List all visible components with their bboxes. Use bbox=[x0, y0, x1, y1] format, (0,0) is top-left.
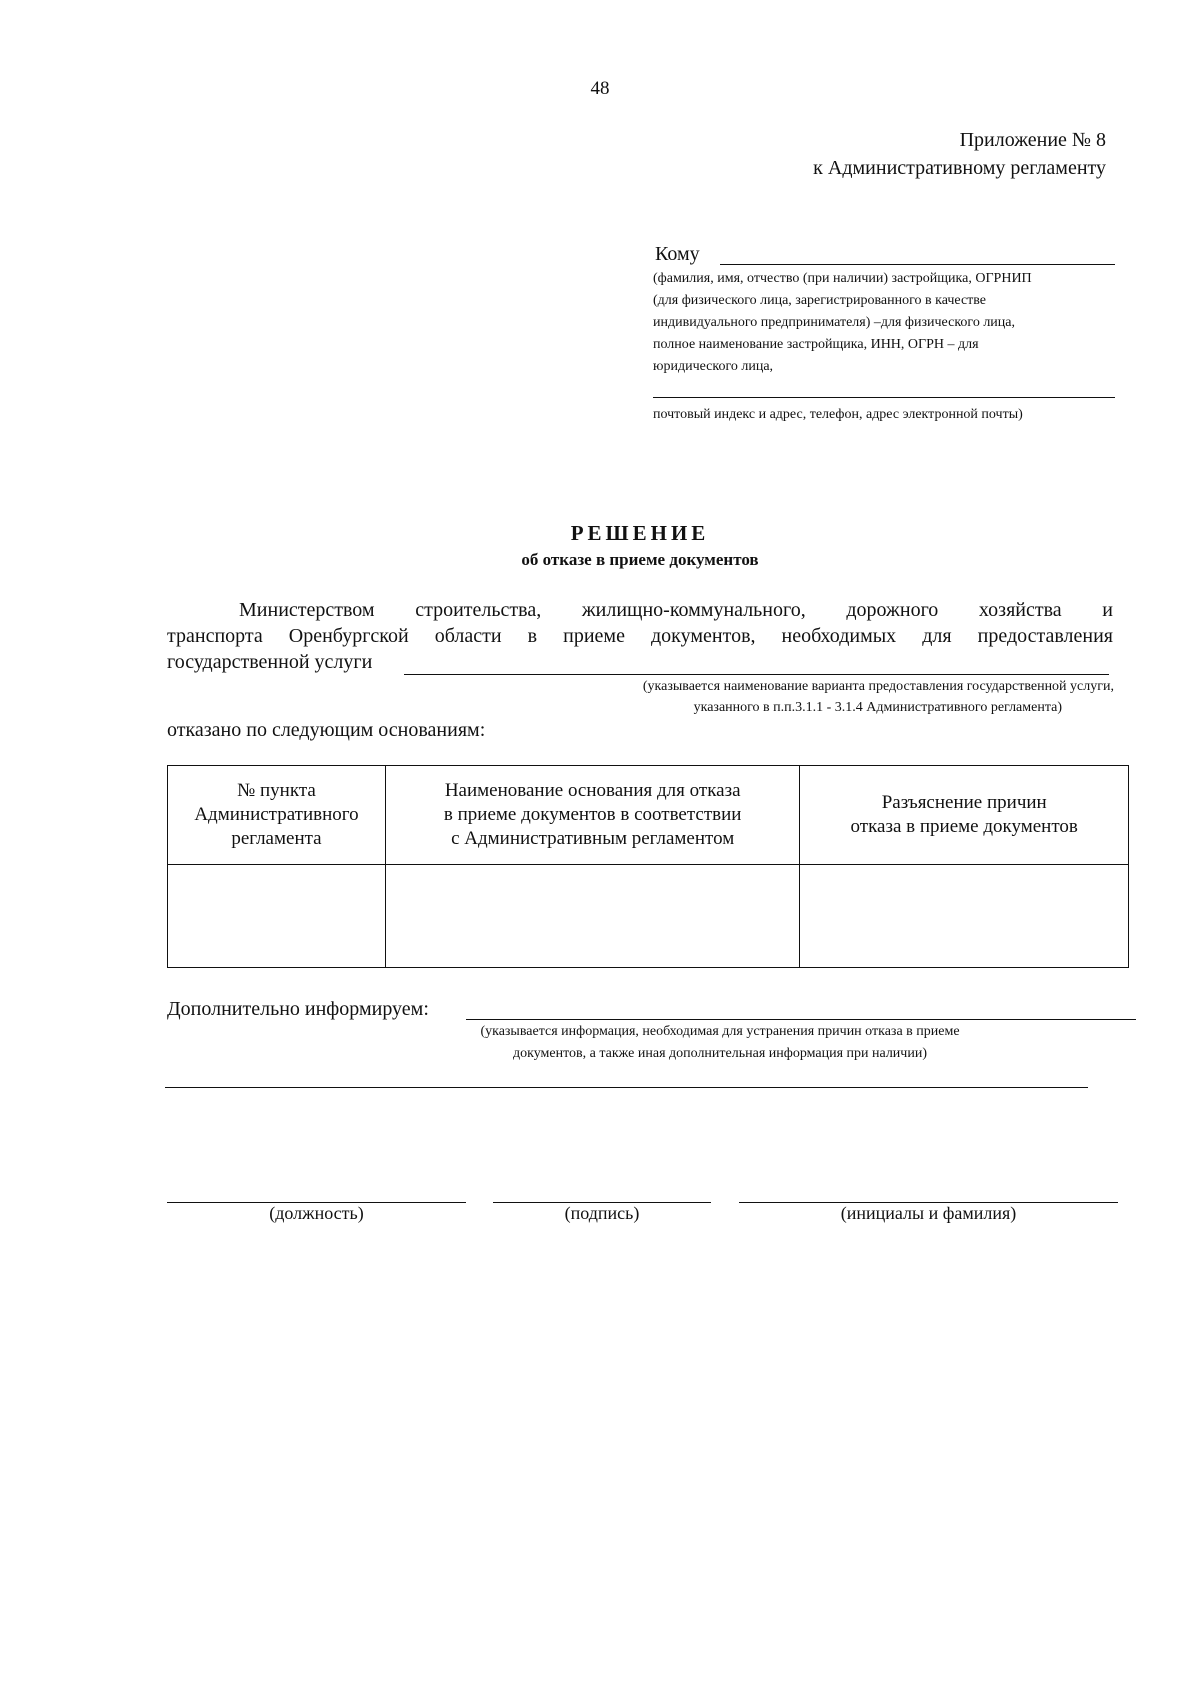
table-cell[interactable] bbox=[168, 865, 386, 968]
appendix-number: Приложение № 8 bbox=[959, 129, 1106, 151]
decision-text bbox=[167, 597, 1113, 675]
document-title: РЕШЕНИЕ bbox=[570, 521, 710, 545]
table-row bbox=[168, 865, 1129, 968]
appendix-header bbox=[813, 126, 1106, 182]
decision-text-line: Министерством строительства, жилищно-коммунального, дорожного хозяйства и bbox=[239, 599, 1113, 621]
page-number: 48 bbox=[590, 78, 610, 99]
position-label: (должность) bbox=[269, 1203, 364, 1223]
additional-info-line bbox=[466, 1019, 1136, 1020]
table-cell[interactable] bbox=[385, 865, 800, 968]
additional-info-label: Дополнительно информируем: bbox=[167, 998, 429, 1020]
recipient-hint-line: индивидуального предпринимателя) –для физического лица, bbox=[653, 315, 1016, 330]
table-cell[interactable] bbox=[800, 865, 1129, 968]
table-header-row bbox=[168, 766, 1129, 865]
service-hint: указанного в п.п.3.1.1 - 3.1.4 Административного регламента) bbox=[693, 700, 1062, 715]
recipient-hint-line: (для физического лица, зарегистрированного в качестве bbox=[653, 293, 987, 308]
decision-text-line: транспорта Оренбургской области в приеме документов, необходимых для предоставления bbox=[167, 625, 1113, 647]
appendix-reference: к Административному регламенту bbox=[813, 157, 1106, 179]
recipient-hint-line: юридического лица, bbox=[653, 359, 774, 374]
document-subtitle: об отказе в приеме документов bbox=[521, 550, 759, 569]
name-label: (инициалы и фамилия) bbox=[840, 1203, 1017, 1223]
additional-info-line-2 bbox=[165, 1087, 1088, 1088]
recipient-line bbox=[720, 264, 1115, 265]
service-name-line bbox=[404, 674, 1109, 675]
grounds-label: отказано по следующим основаниям: bbox=[167, 719, 486, 741]
address-hint: почтовый индекс и адрес, телефон, адрес электронной почты) bbox=[653, 407, 1023, 422]
header-refusal-explanation: Разъяснение причин отказа в приеме документов bbox=[800, 766, 1129, 865]
header-clause-number: № пункта Административного регламента bbox=[168, 766, 386, 865]
address-line bbox=[653, 397, 1115, 398]
decision-text-line: государственной услуги bbox=[167, 651, 373, 673]
additional-info-hint: (указывается информация, необходимая для устранения причин отказа в приеме документов, а также иная дополнительная информация при наличии) bbox=[480, 1024, 960, 1061]
service-hint: (указывается наименование варианта предоставления государственной услуги, bbox=[642, 679, 1114, 694]
header-refusal-basis: Наименование основания для отказа в приеме документов в соответствии с Административным регламентом bbox=[385, 766, 800, 865]
signature-label: (подпись) bbox=[564, 1203, 640, 1223]
recipient-label: Кому bbox=[655, 243, 700, 265]
recipient-hint-line: полное наименование застройщика, ИНН, ОГРН – для bbox=[653, 337, 979, 352]
recipient-hint-line: (фамилия, имя, отчество (при наличии) застройщика, ОГРНИП bbox=[653, 271, 1032, 286]
recipient-hint bbox=[653, 268, 1113, 378]
refusal-reasons-table bbox=[167, 765, 1129, 968]
